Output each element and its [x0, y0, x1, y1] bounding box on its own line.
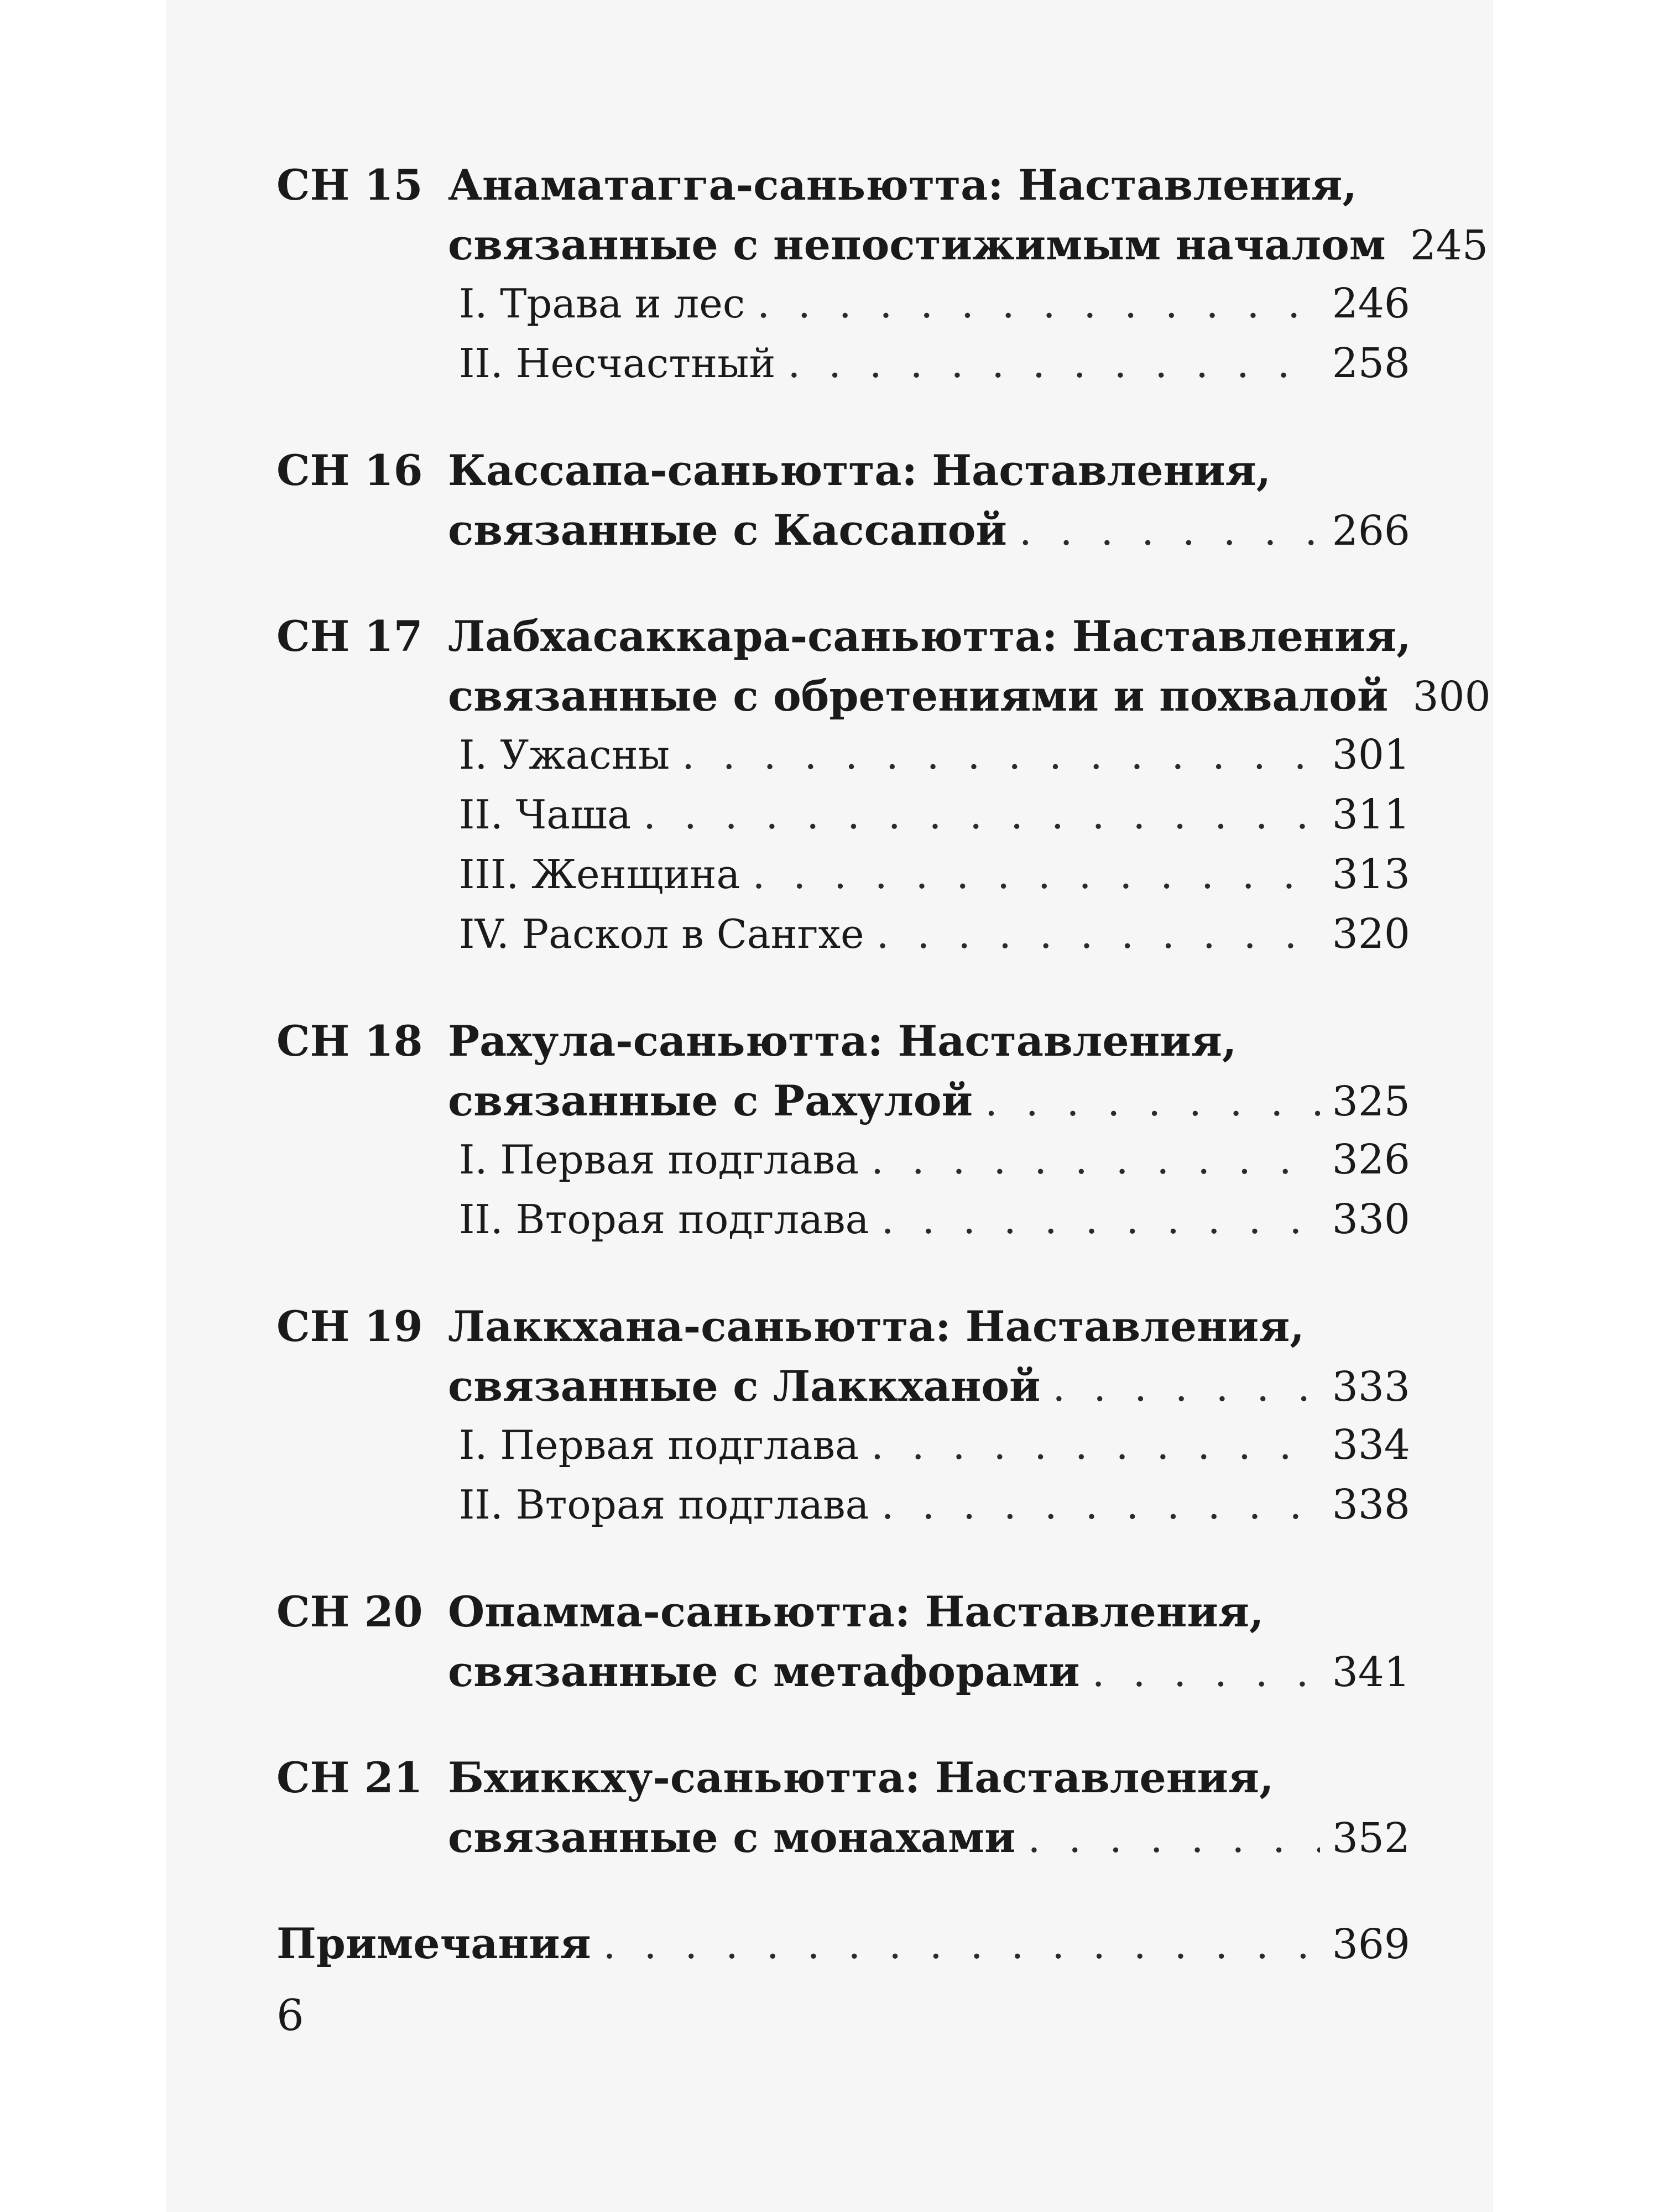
chapter-subtitle: связанные с монахами: [448, 1813, 1016, 1862]
subsection-title: II. Несчастный: [459, 340, 776, 387]
toc-chapter-heading-line2: [276, 220, 1489, 280]
toc-subsection: [276, 851, 1410, 910]
leader-dots: [985, 1078, 1320, 1125]
leader-dots: [1019, 508, 1320, 554]
subsection-title: I. Первая подглава: [459, 1136, 859, 1183]
chapter-subtitle: связанные с обретениями и похвалой: [448, 671, 1389, 721]
toc-chapter-heading-line2: [276, 1813, 1410, 1872]
toc-chapter-heading-line2: [276, 671, 1491, 731]
toc-chapter: [276, 1302, 1410, 1541]
page-number: 369: [1332, 1921, 1410, 1968]
chapter-code: СН 21: [276, 1753, 423, 1802]
toc-chapter-heading: [276, 1302, 1410, 1361]
chapter-title: Бхиккху-саньютта: Наставления,: [448, 1753, 1274, 1802]
leader-dots: [1027, 1815, 1319, 1861]
chapter-code: СН 15: [276, 160, 423, 210]
page-number: 334: [1332, 1421, 1410, 1469]
chapter-subtitle: связанные с Лаккханой: [448, 1361, 1041, 1411]
leader-dots: [643, 791, 1320, 838]
page-number: 352: [1332, 1814, 1410, 1862]
leader-dots: [787, 340, 1319, 387]
chapter-title: Кассапа-саньютта: Наставления,: [448, 446, 1271, 495]
table-of-contents: [276, 160, 1491, 2025]
toc-chapter-heading-line2: [276, 1361, 1410, 1421]
chapter-code: СН 17: [276, 612, 423, 661]
page-number: 300: [1412, 673, 1491, 721]
chapter-subtitle: связанные с Кассапой: [448, 505, 1007, 555]
leader-dots: [871, 1136, 1320, 1183]
notes-title: Примечания: [276, 1919, 591, 1968]
page-number: 258: [1332, 340, 1410, 387]
subsection-title: II. Вторая подглава: [459, 1196, 869, 1243]
chapter-subtitle: связанные с Рахулой: [448, 1076, 973, 1125]
page-number: 333: [1332, 1363, 1410, 1411]
toc-subsection: [276, 731, 1410, 791]
folio-page-number: 6: [276, 1991, 304, 2041]
page-number: 266: [1332, 507, 1410, 555]
page-number: 326: [1332, 1136, 1410, 1183]
chapter-title: Рахула-саньютта: Наставления,: [448, 1016, 1237, 1066]
subsection-title: I. Ужасны: [459, 732, 670, 778]
toc-chapter: [276, 1753, 1410, 1872]
toc-subsection: [276, 280, 1410, 340]
chapter-subtitle: связанные с непостижимым началом: [448, 220, 1386, 269]
toc-subsection: [276, 1136, 1410, 1196]
subsection-title: II. Чаша: [459, 791, 632, 838]
page-number: 313: [1332, 851, 1410, 898]
page-number: 246: [1332, 280, 1410, 327]
toc-subsection: [276, 1421, 1410, 1481]
leader-dots: [871, 1422, 1320, 1468]
toc-chapter: [276, 446, 1410, 565]
toc-chapter-heading-line2: [276, 1647, 1410, 1707]
chapter-code: СН 16: [276, 446, 423, 495]
page-number: 330: [1332, 1196, 1410, 1243]
leader-dots: [881, 1481, 1320, 1528]
toc-chapter-heading: [276, 1587, 1410, 1647]
leader-dots: [881, 1196, 1320, 1243]
page-number: 338: [1332, 1481, 1410, 1528]
subsection-title: I. Трава и лес: [459, 280, 745, 327]
chapter-title: Лаккхана-саньютта: Наставления,: [448, 1302, 1305, 1351]
toc-chapter-heading: [276, 1753, 1410, 1813]
toc-chapter-heading: [276, 612, 1410, 671]
toc-chapter-heading-line2: [276, 1076, 1410, 1136]
chapter-code: СН 18: [276, 1016, 423, 1066]
toc-subsection: [276, 1196, 1410, 1255]
chapter-subtitle: связанные с метафорами: [448, 1647, 1080, 1696]
toc-subsection: [276, 791, 1410, 851]
chapter-title: Анаматагга-саньютта: Наставления,: [448, 160, 1357, 210]
page-number: 325: [1332, 1078, 1410, 1125]
toc-chapter-heading: [276, 446, 1410, 505]
subsection-title: III. Женщина: [459, 851, 740, 898]
chapter-code: СН 19: [276, 1302, 423, 1351]
leader-dots: [757, 280, 1320, 327]
subsection-title: IV. Раскол в Сангхе: [459, 911, 864, 957]
toc-notes: [276, 1919, 1410, 1979]
leader-dots: [1052, 1364, 1319, 1410]
chapter-title: Опамма-саньютта: Наставления,: [448, 1587, 1264, 1636]
toc-notes-row: [276, 1919, 1410, 1979]
toc-chapter: [276, 1016, 1410, 1255]
leader-dots: [1092, 1649, 1320, 1695]
chapter-code: СН 20: [276, 1587, 423, 1636]
page-number: 311: [1332, 791, 1410, 838]
page-number: 320: [1332, 910, 1410, 958]
leader-dots: [752, 851, 1319, 898]
toc-subsection: [276, 340, 1410, 399]
toc-chapter-heading: [276, 160, 1410, 220]
page-number: 245: [1410, 222, 1489, 269]
toc-chapter: [276, 160, 1489, 399]
toc-subsection: [276, 1481, 1410, 1541]
toc-subsection: [276, 910, 1410, 970]
subsection-title: II. Вторая подглава: [459, 1481, 869, 1528]
leader-dots: [682, 732, 1320, 778]
toc-chapter: [276, 1587, 1410, 1707]
toc-chapter: [276, 612, 1491, 970]
subsection-title: I. Первая подглава: [459, 1422, 859, 1468]
chapter-title: Лабхасаккара-саньютта: Наставления,: [448, 612, 1411, 661]
toc-chapter-heading: [276, 1016, 1410, 1076]
page-number: 341: [1332, 1648, 1410, 1696]
leader-dots: [603, 1921, 1320, 1968]
page-number: 301: [1332, 731, 1410, 779]
toc-chapter-heading-line2: [276, 505, 1410, 565]
leader-dots: [877, 911, 1320, 957]
